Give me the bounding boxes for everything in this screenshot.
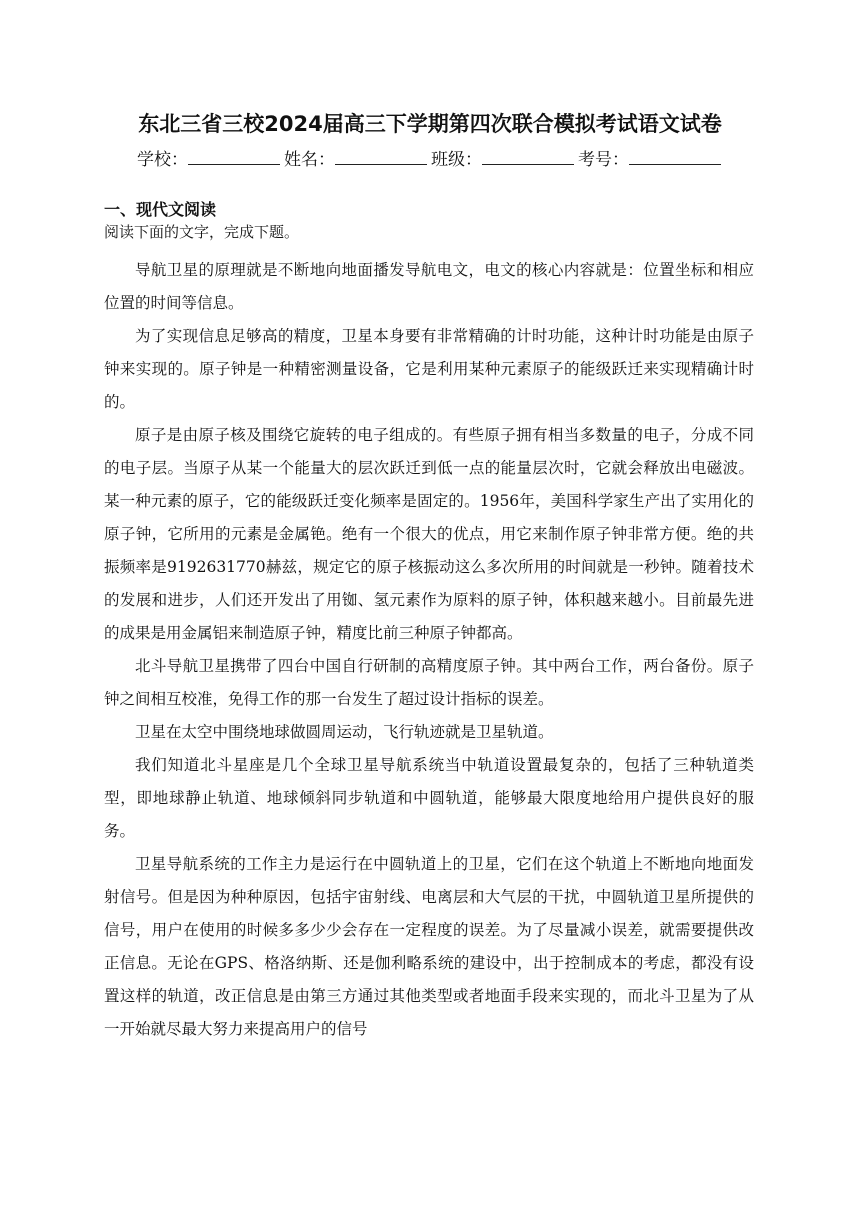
passage-paragraph: 导航卫星的原理就是不断地向地面播发导航电文，电文的核心内容就是：位置坐标和相应位置的时间等信息。: [104, 261, 754, 312]
passage-body: [104, 254, 754, 1046]
info-field-school: [137, 150, 282, 170]
passage-paragraph: 原子是由原子核及围绕它旋转的电子组成的。有些原子拥有相当多数量的电子，分成不同的电子层。当原子从某一个能量大的层次跃迁到低一点的能量层次时，它就会释放出电磁波。某一种元素的原子，它的能级跃迁变化频率是固定的。1956年，美国科学家生产出了实用化的原子钟，它所用的元素是金属铯。绝有一个很大的优点，用它来制作原子钟非常方便。绝的共振频率是9192631770赫兹，规定它的原子核振动这么多次所用的时间就是一秒钟。随着技术的发展和进步，人们还开发出了用铷、氢元素作为原料的原子钟，体积越来越小。目前最先进的成果是用金属铝来制造原子钟，精度比前三种原子钟都高。: [104, 426, 754, 642]
info-field-label: 考号：: [578, 150, 629, 170]
reading-instruction: 阅读下面的文字，完成下题。: [104, 223, 300, 241]
info-field-label: 姓名：: [284, 150, 335, 170]
section-heading: 一、现代文阅读: [104, 200, 217, 219]
fill-blank: [482, 150, 574, 165]
passage-paragraph: 北斗导航卫星携带了四台中国自行研制的高精度原子钟。其中两台工作，两台备份。原子钟之间相互校准，免得工作的那一台发生了超过设计指标的误差。: [104, 657, 754, 708]
document-title: 东北三省三校2024届高三下学期第四次联合模拟考试语文试卷: [138, 112, 722, 136]
info-field-class: [431, 150, 576, 170]
info-field-label: 学校：: [137, 150, 188, 170]
fill-blank: [335, 150, 427, 165]
passage-paragraph: 卫星在太空中围绕地球做圆周运动，飞行轨迹就是卫星轨道。: [135, 723, 554, 741]
passage-paragraph: 卫星导航系统的工作主力是运行在中圆轨道上的卫星，它们在这个轨道上不断地向地面发射信号。但是因为种种原因，包括宇宙射线、电离层和大气层的干扰，中圆轨道卫星所提供的信号，用户在使用的时候多多少少会存在一定程度的误差。为了尽量减小误差，就需要提供改正信息。无论在GPS、格洛纳斯、还是伽利略系统的建设中，出于控制成本的考虑，都没有设置这样的轨道，改正信息是由第三方通过其他类型或者地面手段来实现的，而北斗卫星为了从一开始就尽最大努力来提高用户的信号: [104, 855, 754, 1038]
student-info-line: [0, 145, 860, 170]
info-field-exam-number: [578, 150, 723, 170]
fill-blank: [629, 150, 721, 165]
passage-paragraph: 我们知道北斗星座是几个全球卫星导航系统当中轨道设置最复杂的，包括了三种轨道类型，即地球静止轨道、地球倾斜同步轨道和中圆轨道，能够最大限度地给用户提供良好的服务。: [104, 756, 754, 840]
passage-paragraph: 为了实现信息足够高的精度，卫星本身要有非常精确的计时功能，这种计时功能是由原子钟来实现的。原子钟是一种精密测量设备，它是利用某种元素原子的能级跃迁来实现精确计时的。: [104, 327, 754, 411]
info-field-label: 班级：: [431, 150, 482, 170]
fill-blank: [188, 150, 280, 165]
info-field-name: [284, 150, 429, 170]
